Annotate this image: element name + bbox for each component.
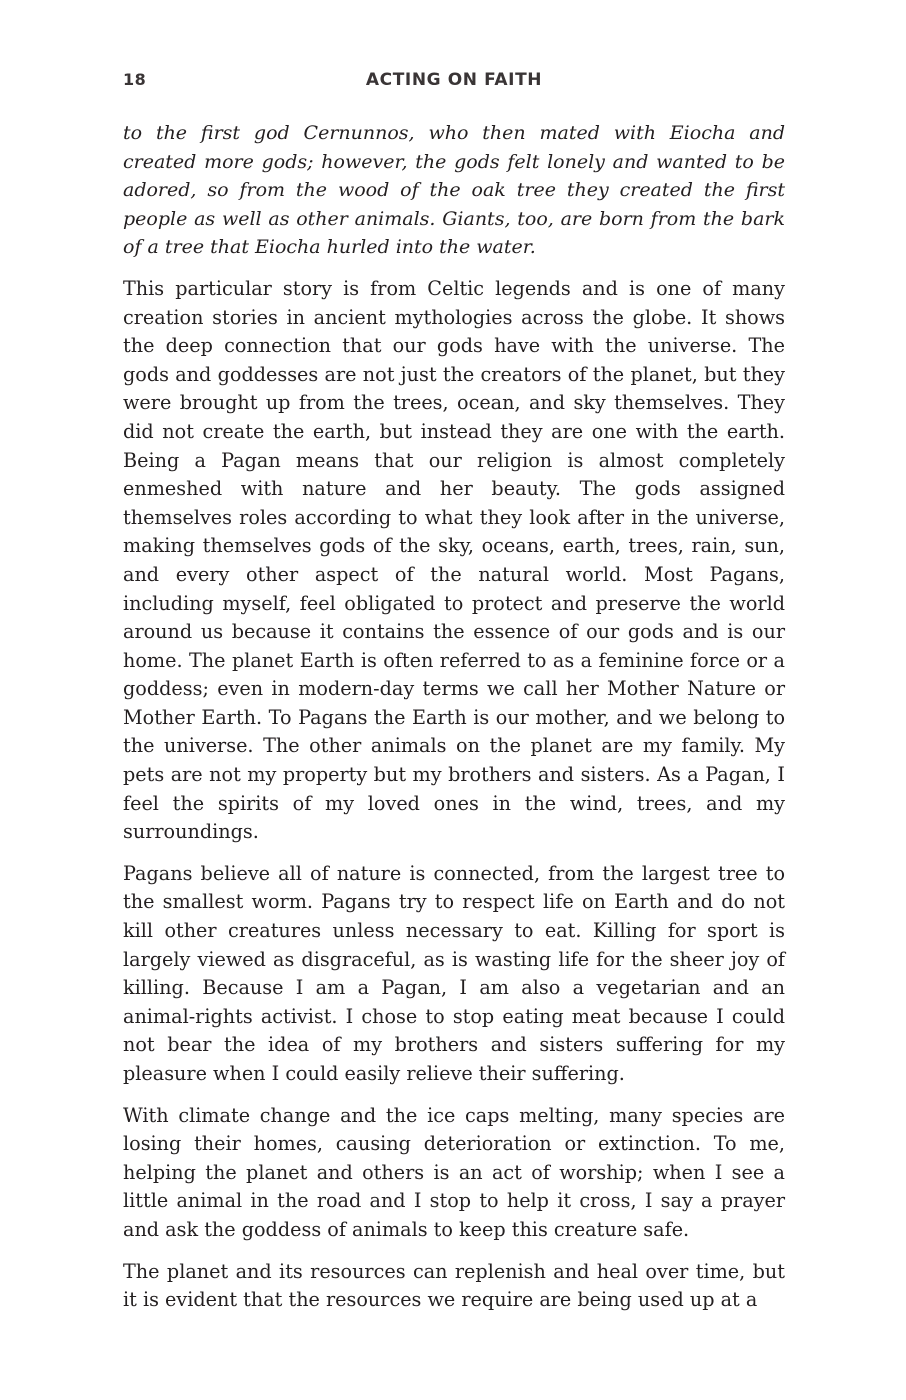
- body-paragraph: The planet and its resources can replenish and heal over time, but it is evident that the resources we require are being used up at a: [123, 1259, 785, 1312]
- page-number: 18: [123, 70, 147, 89]
- quoted-legend-paragraph: to the first god Cernunnos, who then mated with Eiocha and created more gods; however, the gods felt lonely and wanted to be adored, so from the wood of the oak tree they created the first people as well as other animals. Giants, too, are born from the bark of a tree that Eiocha hurled into the water.: [123, 122, 785, 259]
- book-title: ACTING ON FAITH: [365, 70, 543, 90]
- running-head: [123, 70, 785, 98]
- body-paragraph: Pagans believe all of nature is connected, from the largest tree to the smallest worm. Pagans try to respect life on Earth and do not kill other creatures unless necessary to eat. Killing for sport is largely viewed as disgraceful, as is wasting life for the sheer joy of killing. Because I am a Pagan, I am also a vegetarian and an animal-rights activist. I chose to stop eating meat because I could not bear the idea of my brothers and sisters suffering for my pleasure when I could easily relieve their suffering.: [123, 861, 785, 1085]
- body-paragraph: This particular story is from Celtic legends and is one of many creation stories in ancient mythologies across the globe. It shows the deep connection that our gods have with the universe. The gods and goddesses are not just the creators of the planet, but they were brought up from the trees, ocean, and sky themselves. They did not create the earth, but instead they are one with the earth. Being a Pagan means that our religion is almost completely enmeshed with nature and her beauty. The gods assigned themselves roles according to what they look after in the universe, making themselves gods of the sky, oceans, earth, trees, rain, sun, and every other aspect of the natural world. Most Pagans, including myself, feel obligated to protect and preserve the world around us because it contains the essence of our gods and is our home. The planet Earth is often referred to as a feminine force or a goddess; even in modern-day terms we call her Mother Nature or Mother Earth. To Pagans the Earth is our mother, and we belong to the universe. The other animals on the planet are my family. My pets are not my property but my brothers and sisters. As a Pagan, I feel the spirits of my loved ones in the wind, trees, and my surroundings.: [123, 276, 785, 844]
- body-text: [123, 119, 785, 1328]
- body-paragraph: With climate change and the ice caps melting, many species are losing their homes, causing deterioration or extinction. To me, helping the planet and others is an act of worship; when I see a little animal in the road and I stop to help it cross, I say a prayer and ask the goddess of animals to keep this creature safe.: [123, 1103, 785, 1241]
